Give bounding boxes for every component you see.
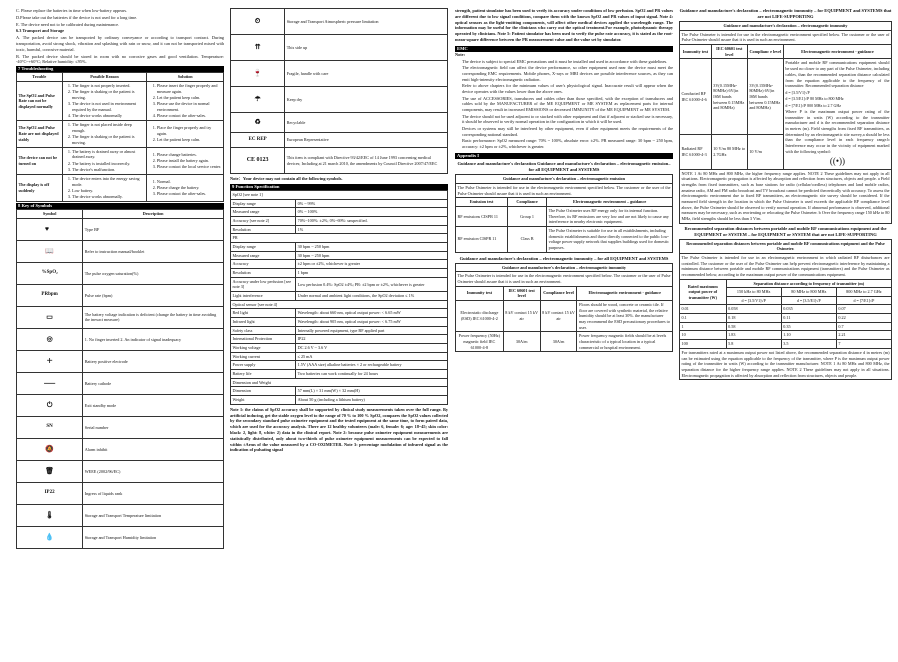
col-header: Compliance level <box>540 286 577 300</box>
col-header: Complianc e level <box>747 45 783 59</box>
table-row <box>231 352 448 361</box>
solution: 2. Let the patient keep calm. <box>157 137 222 143</box>
cell: 3.5 <box>781 340 836 349</box>
table-row <box>231 326 448 335</box>
guide-tail: Where P is the maximum output power rating of the transmitter in watts (W) according to the transmitter manufacturer and d is the recommended separation distance in metres (m). Field strengths from fixed RF transmitters, as determined by an electromagnetic site survey,a should be less than the compliance level in each frequency range.b Interference may occur in the vicinity of equipment marked with the following symbol: <box>785 109 890 154</box>
col-header: Description <box>83 210 224 219</box>
col-header: Possible Reason <box>62 73 147 82</box>
list-item: • The use of ACCESSORIES, transducers and cables other than those specified, with the exception of transducers and cables sold by the MANUFACTURER of the ME EQUIPMENT or ME SYSTEM as replacement parts for internal components, may result in increased EMISSIONS or decreased IMMUNITY of the ME EQUIPMENT or ME SYSTEM. <box>462 96 673 113</box>
table-row <box>17 82 224 121</box>
emc-heading: EMC <box>455 46 673 52</box>
spec-value: ≤ 25 mA <box>296 352 448 361</box>
cell: The Pulse Oximeter is suitable for use in all establishments, including domestic establishments and those directly connected to the public low-voltage power supply network that supplies buildings used for domestic purposes. <box>547 226 673 252</box>
intro-line: D.Please take out the batteries if the device is not used for a long time. <box>16 14 138 20</box>
cell: Floors should be wood, concrete or ceramic tile. If floor are covered with synthetic material, the relative humidity should be at least 30%. the manufacturer may recommend the ESD precautionary procedures to user. <box>577 300 673 331</box>
spo2-symbol: %SpO₂ <box>17 262 83 284</box>
separation-title: Recommended separation distances between portable and mobile RF communications equipment and the EQUIPMENT or SYSTEM – for EQUIPMENT or SYSTEM that are not LIFE-SUPPORTING <box>684 225 887 237</box>
table-row <box>680 331 892 340</box>
table-row <box>680 59 892 135</box>
col-header: Emission test <box>456 198 508 207</box>
table-row <box>17 174 224 201</box>
solution: 2. Please install the battery again. <box>157 158 222 164</box>
emission-caption: Guidance and manufacture's declaration – electromagnetic emission <box>456 175 673 184</box>
cell: 0.11 <box>781 314 836 323</box>
reason: 1. The device enters into the energy saving mode. <box>72 176 145 187</box>
ce-mark-symbol: CE 0123 <box>231 148 285 174</box>
spec-key: Measured range <box>231 208 296 217</box>
symbol-desc: Exit standby mode <box>83 394 224 416</box>
symbol-desc: Keep dry <box>285 87 448 113</box>
rf-immunity-title: Guidance and manufacture's declaration – electromagnetic immunity – for EQUIPMENT and SYSTEMS that are not LIFE-SUPPORTING <box>679 8 892 20</box>
symbol-desc: Fragile, handle with care <box>285 61 448 87</box>
spec-value: 30 bpm ~ 250 bpm <box>296 251 448 260</box>
cell: 0.07 <box>836 305 891 314</box>
symbols-table-continued <box>230 8 448 174</box>
spec-value: Wavelength: about 660 nm, optical output power: < 6.65 mW <box>296 309 448 318</box>
humidity-icon: 💧 <box>17 526 83 548</box>
solution: 1. Place the finger properly and try again. <box>157 125 222 136</box>
spec-key: Accuracy under low perfusion [see note 3] <box>231 277 296 291</box>
ec-rep-symbol: EC REP <box>231 133 285 148</box>
reason: 4. The device works abnormally <box>72 113 145 119</box>
cell: Electrostatic discharge (ESD) IEC 61000-4-2 <box>456 300 504 331</box>
equation: d = [7/E1]√P 800 MHz to 2.7 GHz <box>785 102 841 108</box>
band-header: 150 kHz to 80 MHz <box>726 288 781 297</box>
symbol-desc: The battery voltage indication is deficient (change the battery in time avoiding the inexact measure) <box>83 306 224 328</box>
symbol-desc: Ingress of liquids rank <box>83 482 224 504</box>
symbol-desc: This item is compliant with Directive 93/42/EEC of 14 June 1993 concerning medical devices; Including at 21 march 2010, the amendments by Council Directive 2007/47/EEC <box>285 148 448 174</box>
symbols-table <box>16 209 224 549</box>
symbol-desc: 1. No finger inserted 2. An indicator of signal inadequacy <box>83 328 224 350</box>
separation-notes: For transmitters rated at a maximum output power not listed above, the recommended separation distance d in metres (m) can be estimated using the equation applicable to the frequency of the transmitter, where P is the maximum output power rating of the transmitter in watts (W) according to the transmitter manufacturer. NOTE 1 At 80 MHz and 800 MHz, the separation distance for the higher frequency range applies. NOTE 2 These guidelines may not apply in all situations. Electromagnetic propagation is affected by absorption and reflection from structures, objects and people. <box>680 348 892 379</box>
prbpm-symbol: PRbpm <box>17 284 83 306</box>
table-row <box>231 335 448 344</box>
radiation-warning-icon: ((•)) <box>829 156 845 167</box>
column-1 <box>16 8 224 656</box>
spec-value: 1 bpm <box>296 269 448 278</box>
cell: 0.58 <box>726 322 781 331</box>
immunity-caption: Guidance and manufacture's declaration – electromagnetic immunity <box>456 263 673 272</box>
spec-key: Red light <box>231 309 296 318</box>
trouble-cell: The display is off suddenly <box>17 174 63 201</box>
table-row <box>231 378 448 387</box>
solution: 3. Please contact the local service center. <box>157 164 222 170</box>
spec-value: 1.5V (AAA size) alkaline batteries × 2 or rechargeable battery <box>296 361 448 370</box>
table-row <box>680 314 892 323</box>
col-header: Compliance <box>508 198 547 207</box>
table-row <box>231 251 448 260</box>
cell: 0.7 <box>836 322 891 331</box>
symbol-desc: Storage and Transport Temperature limitation <box>83 504 224 526</box>
cell: Power frequency (50Hz) magnetic field IEC 61000-4-8 <box>456 332 504 352</box>
intro-line: C. Please replace the batteries in time when low-battery appears. <box>16 8 128 13</box>
recyclable-icon: ♻ <box>231 113 285 133</box>
cell: RF emissions CISPR 11 <box>456 206 508 226</box>
cell: 1.83 <box>726 331 781 340</box>
col-header: Solution <box>147 73 224 82</box>
immunity-title: Guidance and manufacture's declaration – electromagnetic immunity – for all EQUIPMENT and SYSTEMS <box>459 255 669 261</box>
column-4 <box>679 8 892 656</box>
list-item: • Devices or systems may still be interfered by other equipment, even if other equipment meets the requirements of the corresponding national standard. <box>462 126 673 138</box>
spec-value: 30 bpm ~ 250 bpm <box>296 243 448 252</box>
cell: Group 1 <box>508 206 547 226</box>
plus-icon: + <box>17 350 83 372</box>
spec-value: DC 2.6 V ~ 3.6 V <box>296 344 448 353</box>
guide-intro: Portable and mobile RF communications equipment should be used no closer to any part of the Pulse Oximeter, including cables, than the recommended separation distance calculated from the equation applicable to the frequency of the transmitter. Recommended separation distance <box>785 60 890 89</box>
table-row <box>231 190 448 199</box>
spec-value: IP22 <box>296 335 448 344</box>
solution: 2. Let the patient keep calm. <box>157 95 222 101</box>
spec-value: Wavelength: about 905 nm, optical output power: < 6.75 mW <box>296 318 448 327</box>
spec-value: Two batteries can work continually for 24 hours <box>296 370 448 379</box>
table-row <box>231 370 448 379</box>
cell: RF emission CISPR 11 <box>456 226 508 252</box>
spec-key: Resolution <box>231 225 296 234</box>
table-row <box>456 300 673 331</box>
intro-line: A. The packed device can be transported by ordinary conveyance or according to transport contract. During transportation, avoid strong shock, vibration and splashing with rain or snow, and it can not be transported mixed with toxic, harmful, corrosive material. <box>16 35 224 52</box>
table-row <box>231 225 448 234</box>
table-row <box>680 340 892 349</box>
band-header: 80 MHz to 800 MHz <box>781 288 836 297</box>
table-row <box>680 322 892 331</box>
cell: 3V(0.15MHz-80MHz) 6V(in ISM bands between 0.15MHz and 80MHz) <box>711 59 747 135</box>
list-item: • Refer to above chapters for the minimum values of user's physiological signal. Inaccurate result will appear when the device operates with the values lower than the above ones. <box>462 83 673 95</box>
solution: 1. Normal. <box>157 179 222 185</box>
reason: 1. The finger is not placed inside deep enough. <box>72 122 145 133</box>
symbol-desc: Storage and Transport Atmospheric pressure limitation <box>285 9 448 35</box>
this-side-up-icon: ⇈ <box>231 35 285 61</box>
solution: 1. Please change batteries. <box>157 152 222 158</box>
spec-key: Working voltage <box>231 344 296 353</box>
table-row <box>231 260 448 269</box>
symbol-desc: Battery positive electrode <box>83 350 224 372</box>
spec-group: Dimension and Weight <box>231 378 448 387</box>
symbol-desc: The pulse oxygen saturation(%) <box>83 262 224 284</box>
trouble-cell: The device can not be turned on <box>17 147 63 174</box>
symbol-desc: European Representative <box>285 133 448 148</box>
table-row <box>231 344 448 353</box>
immunity-table <box>455 263 673 353</box>
spec-key: Resolution <box>231 269 296 278</box>
separation-caption: Recommended separation distances between portable and mobile RF communications equipment and the Pulse Oximeter. <box>680 239 892 253</box>
reason: 3. The device's malfunction. <box>72 167 145 173</box>
table-row <box>231 318 448 327</box>
spec-key: Accuracy [see note 2] <box>231 217 296 226</box>
table-row <box>231 277 448 291</box>
symbol-desc: Storage and Transport Humidity limitation <box>83 526 224 548</box>
col-header: Electromagnetic environment – guidance <box>547 198 673 207</box>
symbol-desc: Alarm inhibit <box>83 438 224 460</box>
symbol-desc: Pulse rate (bpm) <box>83 284 224 306</box>
emission-table <box>455 174 673 252</box>
trouble-cell: The SpO2 and Pulse Rate are not displayed stably <box>17 121 63 148</box>
solution: 3. Please contact the after-sales. <box>157 191 222 197</box>
spec-key: Display range <box>231 199 296 208</box>
equation: d = [3.5/E1]√P 80 MHz to 800 MHz <box>785 96 844 102</box>
cell: 3V(0.15MHz-80MHz) 6V(in ISM bands between 0.15MHz and 80MHz) <box>747 59 783 135</box>
cell: 7 <box>836 340 891 349</box>
table-row <box>231 217 448 226</box>
cell: 10 V/m <box>747 134 783 169</box>
spec-value: ±2 bpm or ±2%, whichever is greater <box>296 260 448 269</box>
alarm-inhibit-icon: 🔕 <box>17 438 83 460</box>
cell: 100 <box>680 340 727 349</box>
table-row <box>231 300 448 309</box>
equation: d = [7/E1]√P <box>836 297 891 305</box>
solution: 3. Please use the device in normal environment. <box>157 101 222 112</box>
rf-immunity-table <box>679 21 892 223</box>
col-header: Trouble <box>17 73 63 82</box>
rf-notes: NOTE 1 At 80 MHz and 800 MHz, the higher frequency range applies. NOTE 2 These guidelines may not apply in all situations. Electromagnetic propagation is affected by absorption and reflection from structures, objects and people. a Field strengths from fixed transmitters, such as base stations for radio (cellular/cordless) telephones and land mobile radios, amateur radio, AM and FM radio broadcast and TV broadcast cannot be predicted theoretically with accuracy. To assess the electromagnetic environment due to fixed RF transmitters, an electromagnetic site survey should be considered. If the measured field strength in the location in which the Pulse Oximeter is used exceeds the applicable RF compliance level above, the Pulse Oximeter should be observed to verify normal operation. If abnormal performance is observed, additional measures may be necessary, such as reorienting or relocating the Pulse Oximeter. b Over the frequency range 150 kHz to 80 MHz, field strengths should be less than 3 V/m. <box>680 169 892 223</box>
table-row <box>231 243 448 252</box>
transport-heading: 6.3 Transport and Storage <box>16 28 65 34</box>
spec-value: Internally powered equipment, type BF applied part <box>296 326 448 335</box>
spec-key: Safety class <box>231 326 296 335</box>
reason: 3. The device is not used in environment required by the manual. <box>72 101 145 112</box>
symbols-note: Note：Your device may not contain all the following symbols. <box>230 176 343 181</box>
emission-intro: The Pulse Oximeter is intended for use in the electromagnetic environment specified below. The customer or the user of the Pulse Oximeter should assure that it is used in such an environment. <box>456 183 673 197</box>
pressure-icon: ⏲ <box>231 9 285 35</box>
ip22-symbol: IP22 <box>17 482 83 504</box>
spec-key: International Protection <box>231 335 296 344</box>
table-row <box>456 226 673 252</box>
weee-icon: 🗑 <box>17 460 83 482</box>
fragile-icon: 🍷 <box>231 61 285 87</box>
spec-value: 0% ~ 99% <box>296 199 448 208</box>
cell: 0.22 <box>836 314 891 323</box>
cell: 10 V/m 80 MHz to 2.7GHz <box>711 134 747 169</box>
band-header: 800 MHz to 2.7 GHz <box>836 288 891 297</box>
col-header: IEC 60601 test level <box>711 45 747 59</box>
cell: 0.1 <box>680 314 727 323</box>
spec-key: Infrared light <box>231 318 296 327</box>
table-row <box>17 121 224 148</box>
maintenance-text <box>16 8 224 65</box>
cell: Conducted RF IEC 61000-4-6 <box>680 59 712 135</box>
cell: 0.35 <box>781 322 836 331</box>
cell: 5.8 <box>726 340 781 349</box>
spec-key: Working current <box>231 352 296 361</box>
sn-symbol: SN <box>17 416 83 438</box>
table-row <box>231 208 448 217</box>
symbol-desc: Serial number <box>83 416 224 438</box>
table-row <box>17 147 224 174</box>
spec-group: Optical sensor [see note 4] <box>231 300 448 309</box>
emc-list <box>455 59 673 150</box>
table-row <box>231 396 448 405</box>
equation: d = [3.5/E1]√P <box>781 297 836 305</box>
spec-value: 70%~100%: ±2%; 0%~69%: unspecified. <box>296 217 448 226</box>
col-header: Electromagnetic environment - guidance <box>783 45 891 59</box>
cell: 10 <box>680 331 727 340</box>
list-item: • The electromagnetic field can affect the device performance, so other equipment used near the device must meet the corresponding EMC requirements. Mobile phones, X-rays or MRI devices are possible interference sources, as they can emit high-intensity electromagnetic radiation. <box>462 65 673 82</box>
cell: Radiated RF IEC 61000-4-3 <box>680 134 712 169</box>
solution: 4. Please contact the after-sales. <box>157 113 222 119</box>
cell: 30A/m <box>503 332 540 352</box>
spec-value: Under normal and ambient light conditions, the SpO2 deviation ≤ 1% <box>296 292 448 301</box>
cell: 30A/m <box>540 332 577 352</box>
temperature-icon: 🌡 <box>17 504 83 526</box>
reason: 2. Low battery. <box>72 188 145 194</box>
cell: 0.18 <box>726 314 781 323</box>
intro-line: E. The device need not to be calibrated during maintenance. <box>16 21 120 27</box>
symbol-desc: Refer to instruction manual/booklet <box>83 240 224 262</box>
cell: The Pulse Oximeter uses RF energy only for its internal function. Therefore, its RF emissions are very low and are not likely to cause any interference in nearby electronic equipment. <box>547 206 673 226</box>
table-row <box>231 234 448 243</box>
cell: 8 kV contact 15 kV air <box>540 300 577 331</box>
spec-value: 0% ~ 100% <box>296 208 448 217</box>
separation-table <box>679 239 892 380</box>
spec-notes: Note 1: the claims of SpO2 accuracy shall be supported by clinical study measurements taken over the full range. By artificial inducing, get the stable oxygen level to the range of 70 % to 100 % SpO2, compares the SpO2 values collected by the secondary standard pulse oximeter equipment and the tested equipment at the same time, to form paired data, which are used for the accuracy analysis. There are 12 healthy volunteers (male: 6, female: 6; age: 18~45; skin color: black: 2, light: 8, white: 2) data in the clinical report. Note 2: because pulse oximeter equipment measurements are statistically distributed, only about two-thirds of pulse oximeter equipment measurements can be expected to fall within ±Arms of the value measured by a CO-OXIMETER. Note 3: percentage modulation of infrared signal as the indication of pulsating signal <box>230 406 448 453</box>
rf-immunity-intro: The Pulse Oximeter is intended for use in the electromagnetic environment specified below. The customer or the user of Pulse Oximeter should assure that it is used in such an environment. <box>680 30 892 44</box>
emission-title: Guidance and manufacture's declaration Guidance and manufacture's declaration – electromagnetic emission– for all EQUIPMENT and SYSTEMS <box>457 161 671 173</box>
cell: 1 <box>680 322 727 331</box>
cell: 2.21 <box>836 331 891 340</box>
no-finger-icon: ◎ <box>17 328 83 350</box>
cell: 0.058 <box>726 305 781 314</box>
separation-intro: The Pulse Oximeter is intended for use in an electromagnetic environment in which radiated RF disturbances are controlled. The customer or the user of the Pulse Oximeter can help prevent electromagnetic interference by maintaining a minimum distance between portable and mobile RF communications equipment (transmitters) and the Pulse Oximeter as recommended below, according to the maximum output power of the communications equipment. <box>680 254 892 280</box>
troubleshooting-table <box>16 72 224 202</box>
symbols-heading: 8 Key of Symbols <box>16 203 224 209</box>
list-item: • The device should not be used adjacent to or stacked with other equipment and that if adjacent or stacked use is necessary, it should be observed to verify normal operation in the configuration in which it will be used. <box>462 114 673 126</box>
notes-continued: strength, patient simulator has been used to verify its accuracy under conditions of low perfusion. SpO2 and PR values are different due to low signal conditions, compare them with the known SpO2 and PR values of input signal. Note 4: optical sensors as the light-emitting components, will affect other medical devices applied the wavelength range. The information may be useful for the clinicians who carry out the optical treatment.For example, photodynamic therapy operated by clinicians. Note 5: Patient simulator has been used to verify the pulse rate accuracy, it is stated as the root-mean-square difference between the PR measurement value and the value set by simulator. <box>455 8 673 42</box>
type-bf-icon: ♥⃞ <box>17 218 83 240</box>
spec-value: About 50 g (including a lithium battery) <box>296 396 448 405</box>
table-row <box>231 269 448 278</box>
rf-immunity-caption: Guidance and manufacture's declaration – electromagnetic immunity <box>680 22 892 31</box>
col-header: Electromagnetic environment - guidance <box>577 286 673 300</box>
reason: 2. The battery is installed incorrectly. <box>72 161 145 167</box>
cell: 0.01 <box>680 305 727 314</box>
keep-dry-icon: ☂ <box>231 87 285 113</box>
intro-line: B. The packed device should be stored in room with no corrosive gases and good ventilation. Temperature: -40°C~+60°C; Relative humidity: ≤95%. <box>16 53 224 65</box>
cell: 1.10 <box>781 331 836 340</box>
troubleshooting-heading: 7 Troubleshooting <box>16 66 224 72</box>
minus-icon: — <box>17 372 83 394</box>
col-header: Separation distance according to frequency of transmitter (m) <box>726 279 891 288</box>
symbol-desc: Type BF <box>83 218 224 240</box>
table-row <box>456 206 673 226</box>
spec-value: 1% <box>296 225 448 234</box>
specs-table <box>230 190 448 405</box>
symbol-desc: This side up <box>285 35 448 61</box>
list-item: • Basic performance: SpO2 measured range: 70% ~ 100%, absolute error: ±2%. PR measured range: 30 bpm ~ 250 bpm, accuracy: ±2 bpm or ±2%, whichever is greater. <box>462 138 673 150</box>
column-3 <box>455 8 673 656</box>
solution: 2. Please charge the battery. <box>157 185 222 191</box>
table-row <box>231 361 448 370</box>
reason: 2. The finger is shaking or the patient is moving. <box>72 134 145 145</box>
table-row <box>231 292 448 301</box>
trouble-cell: The SpO2 and Pulse Rate can not be displayed normally <box>17 82 63 121</box>
symbol-desc: Recyclable <box>285 113 448 133</box>
reason: 1. The battery is drained away or almost drained away. <box>72 149 145 160</box>
spec-key: Measured range <box>231 251 296 260</box>
symbol-desc: WEEE (2002/96/EC) <box>83 460 224 482</box>
table-row <box>231 309 448 318</box>
table-row <box>680 305 892 314</box>
list-item: • The device is subject to special EMC precautions and it must be installed and used in accordance with these guidelines. <box>462 59 673 65</box>
cell: 8 kV contact 15 kV air <box>503 300 540 331</box>
spec-value: Low perfusion 0.4%: SpO2 ±4%; PR: ±2 bpm or ±2%, whichever is greater <box>296 277 448 291</box>
spec-key: Light interference <box>231 292 296 301</box>
emc-note-label: Note: <box>455 51 466 57</box>
immunity-intro: The Pulse Oximeter is intended for use in the electromagnetic environment specified below. The customer or the user of Pulse Oximeter should assure that it is used in such an environment. <box>456 272 673 286</box>
spec-key: Dimension <box>231 387 296 396</box>
cell: 0.035 <box>781 305 836 314</box>
battery-icon: ▭ <box>17 306 83 328</box>
col-header: Rated maximum output power of transmitter (W) <box>680 279 727 305</box>
spec-group: PR <box>231 234 448 243</box>
symbol-desc: Battery cathode <box>83 372 224 394</box>
specs-heading: 9 Function Specification <box>230 184 448 190</box>
col-header: Immunity test <box>680 45 712 59</box>
equation: d = [3.5/V1]√P <box>785 89 810 95</box>
spec-value: 57 mm(L) × 31 mm(W) × 32 mm(H) <box>296 387 448 396</box>
spec-key: Weight <box>231 396 296 405</box>
reason: 3. The device works abnormally. <box>72 194 145 200</box>
spec-group: SpO2 [see note 1] <box>231 190 448 199</box>
manual-icon: 📖 <box>17 240 83 262</box>
col-header: IEC 60601 test level <box>503 286 540 300</box>
table-row <box>231 387 448 396</box>
power-icon: ⏻ <box>17 394 83 416</box>
column-2 <box>230 8 448 656</box>
solution: 1. Please insert the finger properly and measure again. <box>157 83 222 94</box>
reason: 2. The finger is shaking or the patient is moving. <box>72 89 145 100</box>
spec-key: Display range <box>231 243 296 252</box>
spec-key: Battery life <box>231 370 296 379</box>
appendix-heading: Appendix I <box>455 153 673 159</box>
col-header: Immunity test <box>456 286 504 300</box>
spec-key: Power supply <box>231 361 296 370</box>
reason: 1. The finger is not properly inserted. <box>72 83 145 89</box>
table-row <box>231 199 448 208</box>
col-header: Symbol <box>17 210 83 219</box>
table-row <box>456 332 673 352</box>
equation: d = [3.5/V1]√P <box>726 297 781 305</box>
cell: Class B <box>508 226 547 252</box>
spec-key: Accuracy <box>231 260 296 269</box>
cell: Power frequency magnetic fields should be at levels characteristic of a typical location in a typical commercial or hospital environment. <box>577 332 673 352</box>
